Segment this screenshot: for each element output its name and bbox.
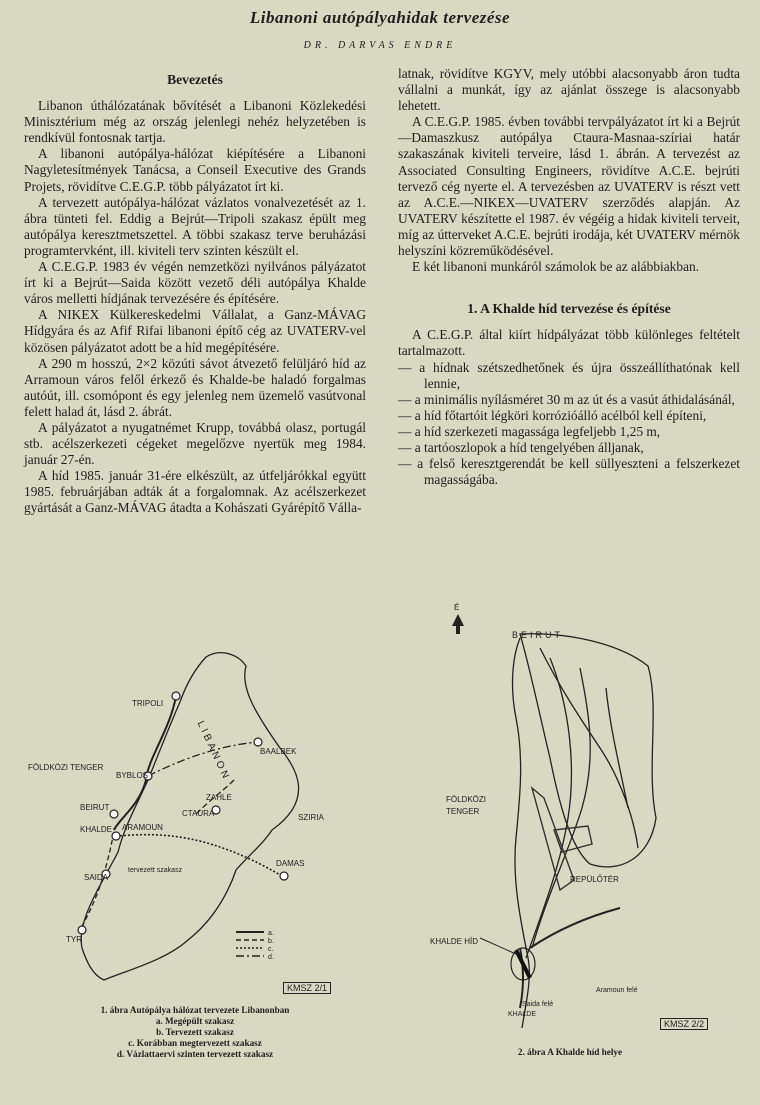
figure2-caption	[440, 1047, 700, 1058]
motorway-built	[114, 696, 176, 830]
runway	[532, 788, 574, 890]
label-foldkozi: FÖLDKÖZI	[446, 795, 487, 804]
section-heading-intro: Bevezetés	[167, 72, 223, 87]
column-left	[24, 66, 366, 517]
label-ctaura: CTAURA	[182, 809, 215, 818]
label-tervezett-szakasz: tervezett szakasz	[128, 867, 183, 874]
caption-line: c. Korábban megtervezett szakasz	[128, 1038, 262, 1048]
city-marker-damas	[280, 872, 288, 880]
label-aramoun: ARAMOUN	[122, 823, 163, 832]
road	[526, 658, 571, 958]
paragraph: A C.E.G.P. 1983 év végén nemzetközi nyilvános pályázatot írt ki a Bejrút—Saida között vezető déli autópálya Khalde város melletti hídjának tervezésére és építésére.	[24, 259, 366, 307]
paragraph: A híd 1985. január 31-ére elkészült, az útfeljárókkal együtt 1985. februárjában adták át a forgalomnak. Az acélszerkezet gyártását a Ganz-MÁVAG átadta a Kohászati Gyárépítő Válla-	[24, 468, 366, 516]
figure1-badge: KMSZ 2/1	[283, 982, 331, 994]
label-saida-fele: Saida felé	[522, 1001, 554, 1008]
motorway-north-east	[148, 742, 258, 776]
condition-item: — a minimális nyílásméret 30 m az út és a vasút áthidalásánál,	[398, 391, 735, 407]
label-tripoli: TRIPOLI	[132, 699, 164, 708]
label-north: É	[454, 603, 460, 612]
label-tyr: TYR	[66, 935, 82, 944]
paragraph: A C.E.G.P. által kiírt hídpályázat több különleges feltételt tartalmazott.	[398, 327, 740, 359]
city-marker-baalbek	[254, 738, 262, 746]
paragraph: A 290 m hosszú, 2×2 közúti sávot átvezető felüljáró híd az Arramoun város felől érkező és Khalde-be haladó forgalmas autóút, ill. csomópont és egy jelenleg nem üzemelő vasútvonal felett halad át, lásd 2. ábrát.	[24, 355, 366, 419]
paragraph: latnak, rövidítve KGYV, mely utóbbi alacsonyabb áron tudta vállalni a munkát, így az ajánlat összege is alacsonyabb lehetett.	[398, 66, 740, 114]
paragraph: A pályázatot a nyugatnémet Krupp, továbbá olasz, portugál stb. acélszerkezeti cégeket megelőzve nyertük meg 1984. január 27-én.	[24, 419, 366, 468]
label-foldkozi-tenger: FÖLDKÖZI TENGER	[28, 763, 104, 772]
label-saida: SAIDA	[84, 873, 109, 882]
road	[540, 648, 638, 848]
figure1-caption	[30, 1005, 360, 1060]
paragraph: E két libanoni munkáról számolok be az alábbiakban.	[412, 259, 700, 275]
label-tenger: TENGER	[446, 807, 480, 816]
caption-title: 2. ábra A Khalde híd helye	[517, 1047, 623, 1057]
label-repuloter: REPÜLŐTÉR	[570, 875, 619, 884]
legend-label-d: d.	[268, 954, 274, 961]
condition-item: — a tartóoszlopok a híd tengelyében álljanak,	[398, 439, 644, 455]
city-marker-beirut	[110, 810, 118, 818]
north-arrow	[452, 614, 464, 634]
label-libanon: LIBANON	[194, 719, 233, 783]
paragraph: A libanoni autópálya-hálózat kiépítésére a Libanoni Nagyletesítmények Tanácsa, a Conseil Executive des Grands Projets, rövidítve C.E.G.P. több pályázatot írt ki.	[24, 146, 366, 194]
paragraph: A tervezett autópálya-hálózat vázlatos vonalvezetését az 1. ábra tünteti fel. Eddig a Bejrút—Tripoli szakasz épült meg autópálya keresztmetszettel. A többi szakasz terve beruházási programtervként, ill. kiviteli terv szinten készült el.	[24, 194, 366, 258]
caption-title: 1. ábra Autópálya hálózat tervezete Libanonban	[100, 1005, 290, 1015]
road	[606, 688, 628, 808]
city-marker-tripoli	[172, 692, 180, 700]
caption-line: b. Tervezett szakasz	[156, 1027, 234, 1037]
label-khalde: KHALDE	[80, 825, 113, 834]
condition-item: — a felső keresztgerendát be kell süllyeszteni a felszerkezet magasságába.	[398, 456, 740, 488]
paragraph: A NIKEX Külkereskedelmi Vállalat, a Ganz-MÁVAG Hídgyára és az Afif Rifai libanoni építő cég az UVATERV-vel közösen pályázatot adott be a híd megépítésére.	[24, 307, 366, 355]
figure2-badge: KMSZ 2/2	[660, 1018, 708, 1030]
legend-label-b: b.	[268, 938, 274, 945]
label-beirut: BEIRUT	[80, 803, 110, 812]
label-khalde-hid: KHALDE HÍD	[430, 937, 479, 946]
legend-label-a: a.	[268, 930, 274, 937]
city-marker-khalde	[112, 832, 120, 840]
leader-line	[480, 938, 516, 954]
label-damas: DAMAS	[276, 859, 305, 868]
paragraph: Libanon úthálózatának bővítését a Libanoni Közlekedési Minisztérium még az ország jelenlegi nehéz helyzetében is rendkívül fontosnak tartja.	[24, 98, 366, 146]
map-legend	[236, 932, 264, 956]
column-right	[398, 66, 740, 488]
section-heading-khalde: 1. A Khalde híd tervezése és építése	[467, 301, 671, 317]
label-khalde: KHALDE	[508, 1011, 537, 1018]
lebanon-motorway-map	[20, 630, 370, 1020]
condition-item: — a híd szerkezeti magassága legfeljebb 1,25 m,	[398, 423, 661, 439]
label-beirut: BEIRUT	[512, 630, 564, 640]
condition-item: — a híd főtartóit légköri korrózióálló acélból kell építeni,	[398, 407, 707, 423]
article-author: DR. DARVAS ENDRE	[303, 40, 457, 51]
condition-item: — a hídnak szétszedhetőnek és újra összeállíthatónak kell lennie,	[398, 359, 740, 391]
article-title: Libanoni autópályahidak tervezése	[249, 8, 511, 27]
north-arrow-icon	[452, 614, 464, 634]
paragraph: A C.E.G.P. 1985. évben további tervpályázatot írt ki a Bejrút—Damaszkusz autópálya Ctaura-Masnaa-szíriai határ szakaszának kiviteli terveire, lásd 1. ábrán. A tervezést az Associated Consulting Engineers, rövidítve A.C.E. bejrúti tervező cég nyerte el. A tervezésben az UVATERV is részt vett az A.C.E.—NIKEX—UVATERV szerződés alapján. Az UVATERV készítette el 1987. év végéig a hidak kiviteli terveit, míg az útterveket A.C.E. bejrúti irodája, két UVATERV mérnök helyszíni közreműködésével.	[398, 114, 740, 259]
label-baalbek: BAALBEK	[260, 747, 297, 756]
caption-line: a. Megépült szakasz	[155, 1016, 235, 1026]
label-aramoun-fele: Aramoun felé	[596, 987, 638, 994]
label-sziria: SZIRIA	[298, 813, 324, 822]
caption-line: d. Vázlattaervi szinten tervezett szakasz	[116, 1049, 274, 1059]
city-marker-tyr	[78, 926, 86, 934]
label-zahle: ZAHLE	[206, 793, 232, 802]
label-byblos: BYBLOS	[116, 771, 149, 780]
khalde-bridge-location-map	[420, 598, 740, 1028]
legend-label-c: c.	[268, 946, 274, 953]
